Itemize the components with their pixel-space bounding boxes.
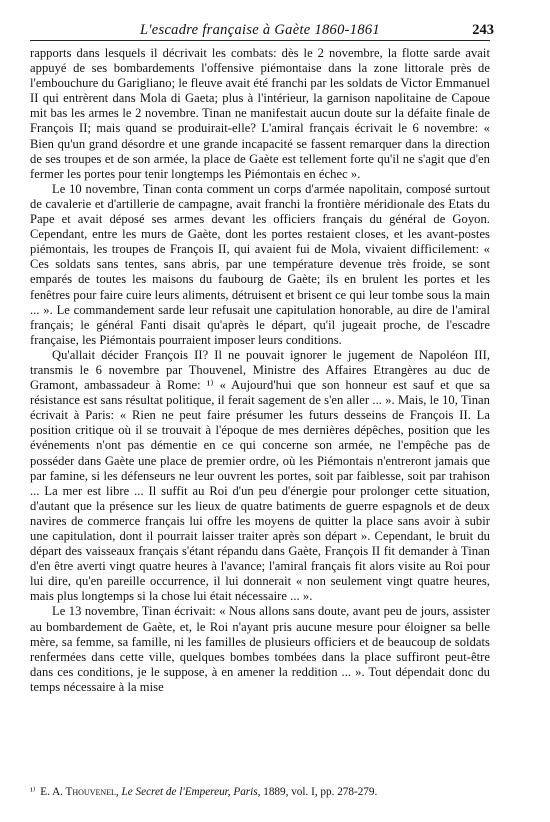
paragraph-continued: rapports dans lesquels il décrivait les combats: dès le 2 novembre, la flotte sarde avait appuyé de ses bombardements l'offensive piémontaise dans la zone littorale près de l'embouchure du Garigliano; le fleuve avait été franchi par les soldats de Victor Emmanuel II qui entrèrent dans Mola di Gaeta; plus à l'intérieur, la garnison napolitaine de Capoue mit bas les armes le 2 novembre. Tinan ne manifestait aucun doute sur la défaite finale de François II; mais quand se produirait-elle? L'amiral français écrivait le 6 novembre: « Bien qu'un grand désordre et une grande incapacité se fassent remarquer dans la direction de ses troupes et de son armée, la place de Gaète est tellement forte qu'il ne s'agit que d'en fermer les portes pour tenir longtemps les Piémontais en échec ». <box>30 46 490 181</box>
paragraph-13-novembre: Le 13 novembre, Tinan écrivait: « Nous allons sans doute, avant peu de jours, assister au bombardement de Gaète, et, le Roi n'ayant pris aucune mesure pour éloigner sa belle mère, sa femme, sa famille, ni les familles de plusieurs officiers et de beaucoup de soldats renfermées dans cette ville, quelques bombes tombées dans la place suffiront peut-être dans ces conditions, je le suppose, à en amener la reddition ... ». Tout dépendait donc du temps nécessaire à la mise <box>30 604 490 694</box>
page-number: 243 <box>472 22 494 38</box>
footnote-author: E. A. Thouvenel, <box>40 786 119 798</box>
running-title: L'escadre française à Gaète 1860-1861 <box>140 22 380 38</box>
footnote-title: Le Secret de l'Empereur, Paris, <box>121 786 261 798</box>
book-page <box>30 22 494 695</box>
page-header <box>30 22 494 41</box>
paragraph-10-novembre: Le 10 novembre, Tinan conta comment un corps d'armée napolitain, composé surtout de cavalerie et d'artillerie de campagne, avait franchi la frontière méridionale des Etats du Pape et avait déposé ses armes devant les officiers français du général de Goyon. Cependant, entre les murs de Gaète, dont les portes restaient closes, et les avant-postes piémontais, les troupes de François II, qui avaient fui de Mola, vivaient difficilement: « Ces soldats sans tentes, sans abris, par une température devenue très froide, se sont emparés de toutes les maisons du faubourg de Gaète; ils en brulent les portes et les fenêtres pour faire cuire leurs aliments, détruisent et brisent ce qui leur tombe sous la main ... ». Le commandement sarde leur refusait une capitulation honorable, au dire de l'amiral français; le général Fanti disait qu'après le départ, qu'il jugeait proche, de l'escadre française, les Piémontais pourraient imposer leurs conditions. <box>30 181 490 347</box>
footnote-marker: ¹⁾ <box>30 786 36 797</box>
footnote <box>30 785 490 799</box>
footnote-details: 1889, vol. I, pp. 278-279. <box>263 786 378 798</box>
body-text <box>30 46 490 695</box>
paragraph-francois-ii: Qu'allait décider François II? Il ne pouvait ignorer le jugement de Napoléon III, transmis le 6 novembre par Thouvenel, Ministre des Affaires Etrangères au duc de Gramont, ambassadeur à Rome: ¹⁾ « Aujourd'hui que son honneur est sauf et que sa résistance est sans résultat politique, il ferait sagement de s'en aller ... ». Mais, le 10, Tinan écrivait à Paris: « Rien ne peut faire présumer les futurs desseins de François II. La position critique où il se trouvait à l'époque de mes dernières dépêches, position que les événements n'ont pas démentie en ce qui concerne son armée, ne l'empêche pas de posséder dans Gaète une place de premier ordre, où les Piémontais n'entreront jamais que par famine, si les défenseurs ne leur ouvrent les portes, soit par faiblesse, soit par trahison ... La mer est libre ... Il suffit au Roi d'un peu d'énergie pour prolonger cette situation, d'autant que la présence sur les lieux de quatre batiments de guerre espagnols et de deux navires de commerce français lui offre les moyens de quitter la place sans avoir à subir une capitulation, dont il pourrait laisser traiter après son départ ». Cependant, le bruit du départ des vaisseaux français s'étant répandu dans Gaète, François II fit demander à Tinan d'en être averti vingt quatre heures à l'avance; l'amiral français fit alors visite au Roi pour lui dire, qu'en pareille occurrence, il lui donnerait « non seulement vingt quatre heures, mais plus longtemps si la chose lui était nécessaire ... ». <box>30 347 490 604</box>
